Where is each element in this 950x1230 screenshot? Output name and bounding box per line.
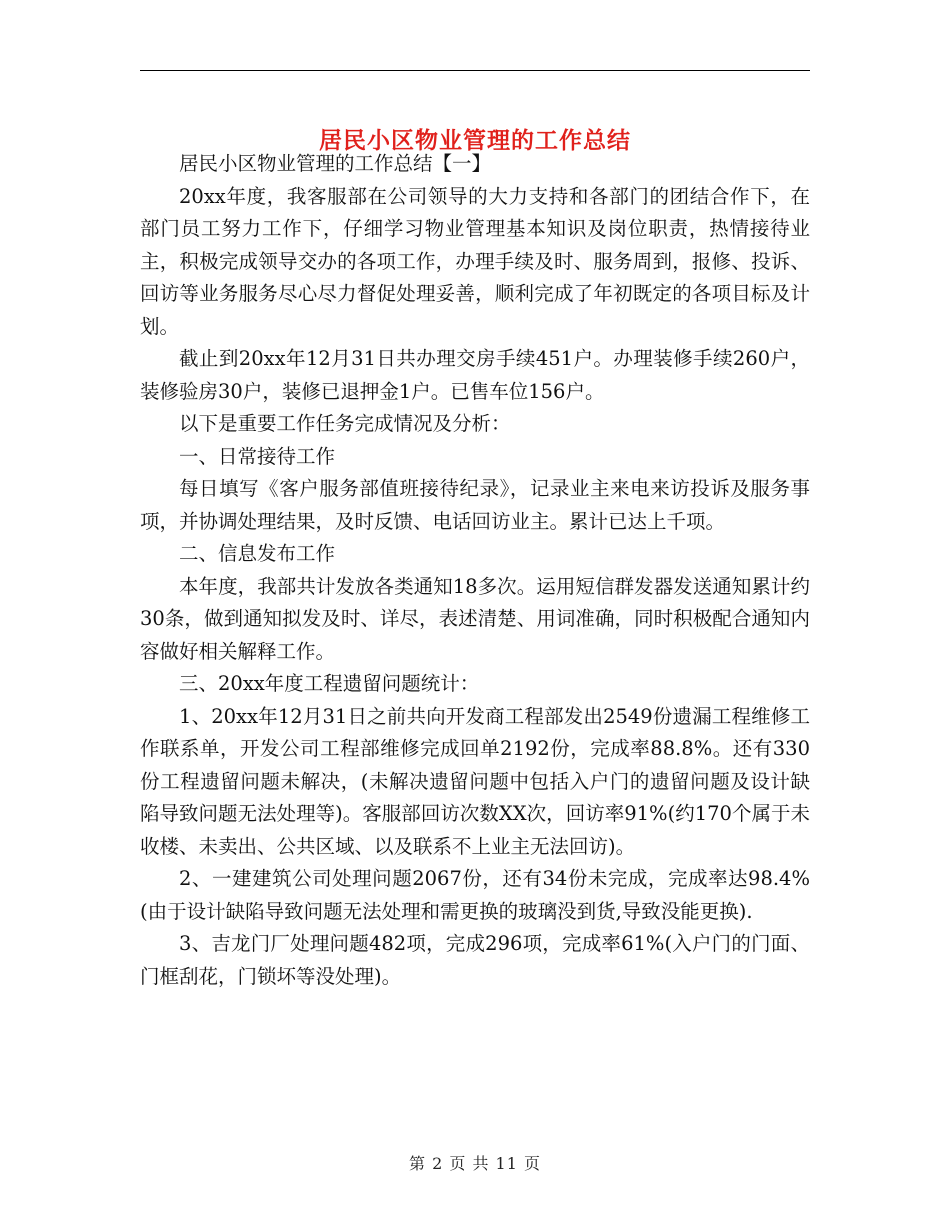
document-body (140, 148, 810, 993)
paragraph: 本年度，我部共计发放各类通知18多次。运用短信群发器发送通知累计约30条，做到通知拟发及时、详尽，表述清楚、用词准确，同时积极配合通知内容做好相关解释工作。 (140, 574, 810, 663)
paragraph: 每日填写《客户服务部值班接待纪录》，记录业主来电来访投诉及服务事项，并协调处理结果，及时反馈、电话回访业主。累计已达上千项。 (140, 477, 810, 533)
paragraph: 以下是重要工作任务完成情况及分析： (179, 412, 511, 435)
header-rule (140, 70, 810, 71)
section-heading: 居民小区物业管理的工作总结【一】 (179, 152, 492, 175)
paragraph: 截止到20xx年12月31日共办理交房手续451户。办理装修手续260户，装修验房30户，装修已退押金1户。已售车位156户。 (140, 347, 810, 403)
section-heading: 二、信息发布工作 (179, 542, 336, 565)
paragraph: 3、吉龙门厂处理问题482项，完成296项，完成率61%(入户门的门面、门框刮花，门锁坏等没处理)。 (140, 932, 810, 988)
paragraph: 20xx年度，我客服部在公司领导的大力支持和各部门的团结合作下，在部门员工努力工作下，仔细学习物业管理基本知识及岗位职责，热情接待业主，积极完成领导交办的各项工作，办理手续及时、服务周到，报修、投诉、回访等业务服务尽心尽力督促处理妥善，顺利完成了年初既定的各项目标及计划。 (140, 184, 810, 338)
page-number: 第 2 页 共 11 页 (409, 1154, 541, 1173)
paragraph: 2、一建建筑公司处理问题2067份，还有34份未完成，完成率达98.4%(由于设计缺陷导致问题无法处理和需更换的玻璃没到货,导致没能更换). (140, 867, 810, 923)
paragraph: 1、20xx年12月31日之前共向开发商工程部发出2549份遗漏工程维修工作联系单，开发公司工程部维修完成回单2192份，完成率88.8%。还有330份工程遗留问题未解决，(未解决遗留问题中包括入户门的遗留问题及设计缺陷导致问题无法处理等)。客服部回访次数XX次，回访率91%(约170个属于未收楼、未卖出、公共区域、以及联系不上业主无法回访)。 (140, 704, 810, 858)
section-heading: 三、20xx年度工程遗留问题统计： (179, 672, 480, 695)
page-title: 居民小区物业管理的工作总结 (319, 128, 631, 155)
section-heading: 一、日常接待工作 (179, 444, 336, 468)
